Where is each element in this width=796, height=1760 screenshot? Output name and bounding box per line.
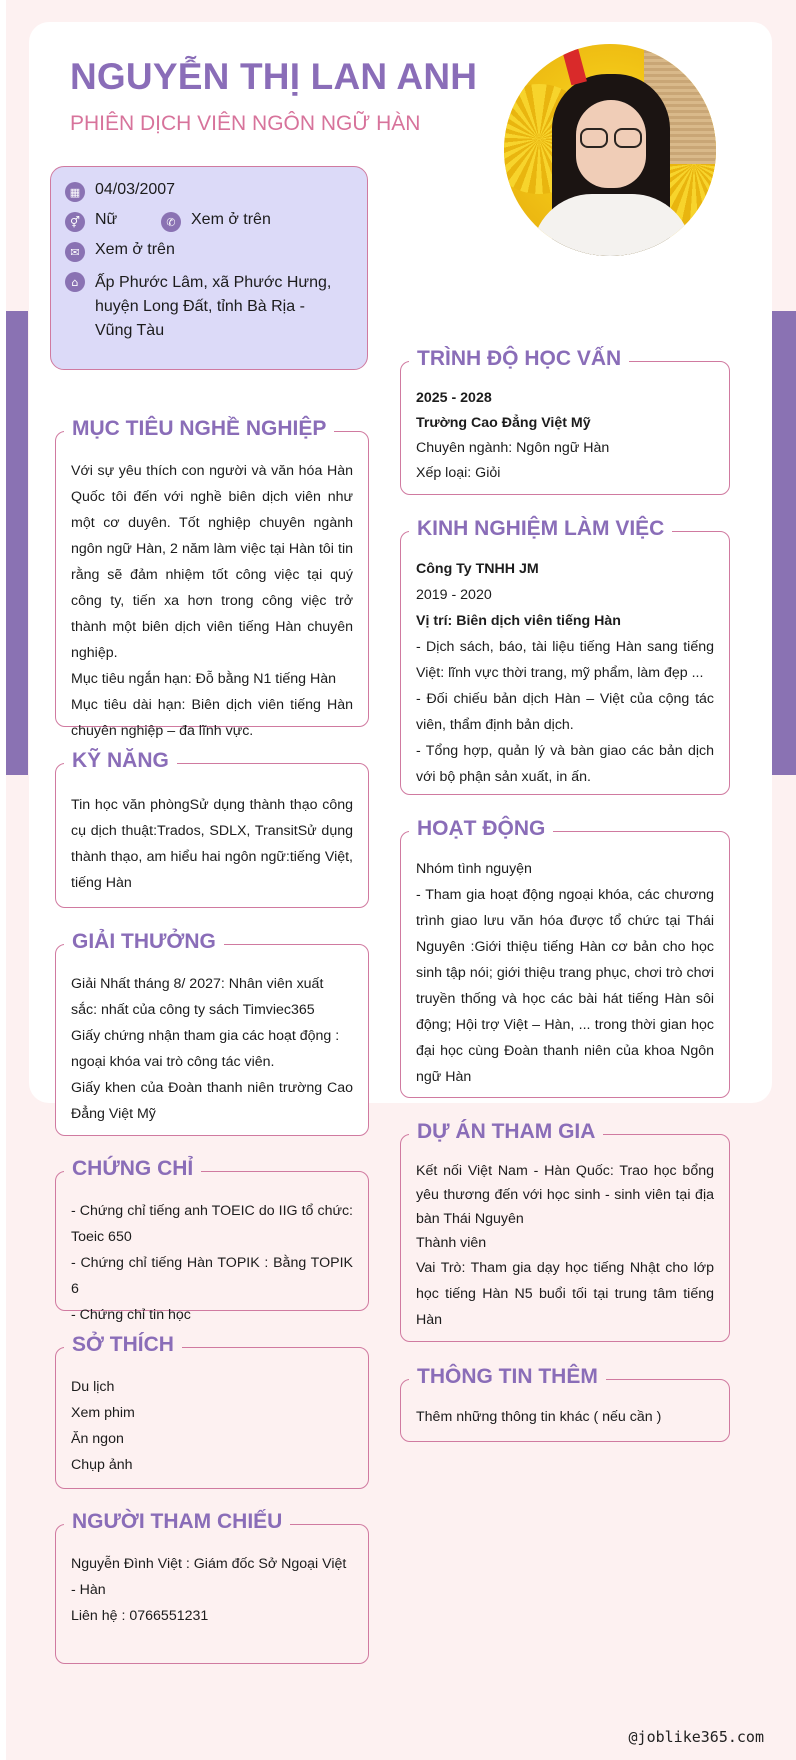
skills-title: KỸ NĂNG	[64, 744, 177, 778]
dob-row	[65, 181, 175, 202]
experience-position: Vị trí: Biên dịch viên tiếng Hàn	[416, 613, 621, 629]
awards-title: GIẢI THƯỞNG	[64, 925, 224, 959]
references-section	[55, 1510, 369, 1664]
more-info-section	[400, 1365, 730, 1442]
left-accent-band	[6, 311, 28, 775]
calendar-icon: ▦	[65, 182, 85, 202]
gender-icon: ⚥	[65, 212, 85, 232]
right-accent-band	[772, 311, 796, 775]
objective-paragraph: Với sự yêu thích con người và văn hóa Hàn Quốc tôi đến với nghề biên dịch viên như một cơ duyên. Tốt nghiệp chuyên ngành ngôn ngữ Hàn, 2 năm làm việc tại Hàn tôi tin rằng sẽ đảm nhiệm tốt công việc tại quý công ty, tiến xa hơn trong công việc trở thành một biên dịch viên tiếng Hàn chuyên nghiệp.	[71, 463, 353, 661]
experience-company: Công Ty TNHH JM	[416, 561, 539, 577]
education-school: Trường Cao Đẳng Việt Mỹ	[416, 415, 591, 431]
skills-text: Tin học văn phòngSử dụng thành thạo công cụ dịch thuật:Trados, SDLX, TransitSử dụng thành thạo, am hiểu hai ngôn ngữ:tiếng Việt, tiếng Hàn	[71, 797, 353, 891]
gender-row	[65, 211, 117, 232]
certificate-item: - Chứng chỉ tiếng Hàn TOPIK : Bằng TOPIK 6	[71, 1255, 353, 1297]
footer-watermark: @joblike365.com	[628, 1728, 764, 1746]
education-title: TRÌNH ĐỘ HỌC VẤN	[409, 342, 629, 376]
hobby-item: Ăn ngon	[71, 1431, 124, 1447]
award-item: Giải Nhất tháng 8/ 2027: Nhân viên xuất sắc: nhất của công ty sách Timviec365	[71, 976, 324, 1018]
project-desc: Vai Trò: Tham gia dạy học tiếng Nhật cho lớp học tiếng Hàn N5 buổi tối tại trung tâm tiếng Hàn	[416, 1260, 714, 1328]
activities-text: - Tham gia hoạt động ngoại khóa, các chương trình giao lưu văn hóa được tổ chức tại Thái Nguyên :Giới thiệu tiếng Hàn cơ bản cho học sinh tập nói; giới thiệu trang phục, chơi trò chơi truyền thống và học các bài hát tiếng Hàn sôi động; Hội trợ Việt – Hàn, ... trong thời gian học đại học cùng Đoàn thanh niên của khoa Ngôn ngữ Hàn	[416, 887, 714, 1085]
email-row	[65, 241, 175, 262]
award-item: Giấy chứng nhận tham gia các hoạt động : ngoại khóa vai trò công tác viên.	[71, 1028, 340, 1070]
certificate-item: - Chứng chỉ tiếng anh TOEIC do IIG tổ chức: Toeic 650	[71, 1203, 353, 1245]
hobbies-title: SỞ THÍCH	[64, 1328, 182, 1362]
address-row	[65, 271, 345, 343]
reference-item: Liên hệ : 0766551231	[71, 1608, 209, 1624]
hobby-item: Du lịch	[71, 1379, 115, 1395]
hobbies-section	[55, 1333, 369, 1489]
job-title: PHIÊN DỊCH VIÊN NGÔN NGỮ HÀN	[70, 112, 421, 135]
education-section	[400, 347, 730, 495]
education-major: Chuyên ngành: Ngôn ngữ Hàn	[416, 440, 610, 456]
experience-duty: - Tổng hợp, quản lý và bàn giao các bản dịch với bộ phận sản xuất, in ấn.	[416, 743, 714, 785]
more-info-text: Thêm những thông tin khác ( nếu cần )	[416, 1409, 662, 1425]
candidate-name: NGUYỄN THỊ LAN ANH	[70, 56, 478, 97]
reference-item: Nguyễn Đình Việt : Giám đốc Sở Ngoại Việt - Hàn	[71, 1556, 347, 1598]
gender-value: Nữ	[95, 211, 118, 228]
experience-period: 2019 - 2020	[416, 587, 492, 603]
career-objective-section	[55, 417, 369, 739]
activities-title: HOẠT ĐỘNG	[409, 812, 553, 846]
projects-title: DỰ ÁN THAM GIA	[409, 1115, 603, 1149]
activities-group: Nhóm tình nguyện	[416, 861, 532, 877]
career-objective-title: MỤC TIÊU NGHỀ NGHIỆP	[64, 412, 334, 446]
more-info-title: THÔNG TIN THÊM	[409, 1360, 606, 1394]
experience-title: KINH NGHIỆM LÀM VIỆC	[409, 512, 672, 546]
certificates-section	[55, 1157, 369, 1323]
project-role: Thành viên	[416, 1235, 487, 1251]
hobby-item: Chụp ảnh	[71, 1457, 133, 1473]
project-name: Kết nối Việt Nam - Hàn Quốc: Trao học bổng yêu thương đến với học sinh - sinh viên tại địa bàn Thái Nguyên	[416, 1163, 714, 1227]
skills-section	[55, 749, 369, 908]
home-icon: ⌂	[65, 272, 85, 292]
address-value: Ấp Phước Lâm, xã Phước Hưng, huyện Long Đất, tỉnh Bà Rịa - Vũng Tàu	[95, 274, 332, 339]
certificate-item: - Chứng chỉ tin học	[71, 1307, 191, 1323]
hobby-item: Xem phim	[71, 1405, 135, 1421]
activities-section	[400, 817, 730, 1098]
profile-photo	[504, 44, 716, 256]
dob-value: 04/03/2007	[95, 181, 176, 198]
experience-section	[400, 517, 730, 795]
education-period: 2025 - 2028	[416, 390, 492, 406]
email-value: Xem ở trên	[95, 241, 175, 258]
objective-short-term: Mục tiêu ngắn hạn: Đỗ bằng N1 tiếng Hàn	[71, 671, 337, 687]
email-icon: ✉	[65, 242, 85, 262]
certificates-title: CHỨNG CHỈ	[64, 1152, 201, 1186]
projects-section	[400, 1120, 730, 1342]
objective-long-term: Mục tiêu dài hạn: Biên dịch viên tiếng Hàn chuyên nghiệp – đa lĩnh vực.	[71, 697, 353, 739]
phone-icon: ✆	[161, 212, 181, 232]
phone-value: Xem ở trên	[191, 211, 271, 228]
experience-duty: - Đối chiếu bản dịch Hàn – Việt của cộng tác viên, thẩm định bản dịch.	[416, 691, 714, 733]
education-rank: Xếp loại: Giỏi	[416, 465, 501, 481]
awards-section	[55, 930, 369, 1136]
award-item: Giấy khen của Đoàn thanh niên trường Cao Đẳng Việt Mỹ	[71, 1080, 353, 1122]
references-title: NGƯỜI THAM CHIẾU	[64, 1505, 290, 1539]
phone-row	[161, 211, 271, 232]
personal-info-box	[50, 166, 368, 370]
experience-duty: - Dịch sách, báo, tài liệu tiếng Hàn sang tiếng Việt: lĩnh vực thời trang, mỹ phẩm, làm đẹp ...	[416, 639, 714, 681]
